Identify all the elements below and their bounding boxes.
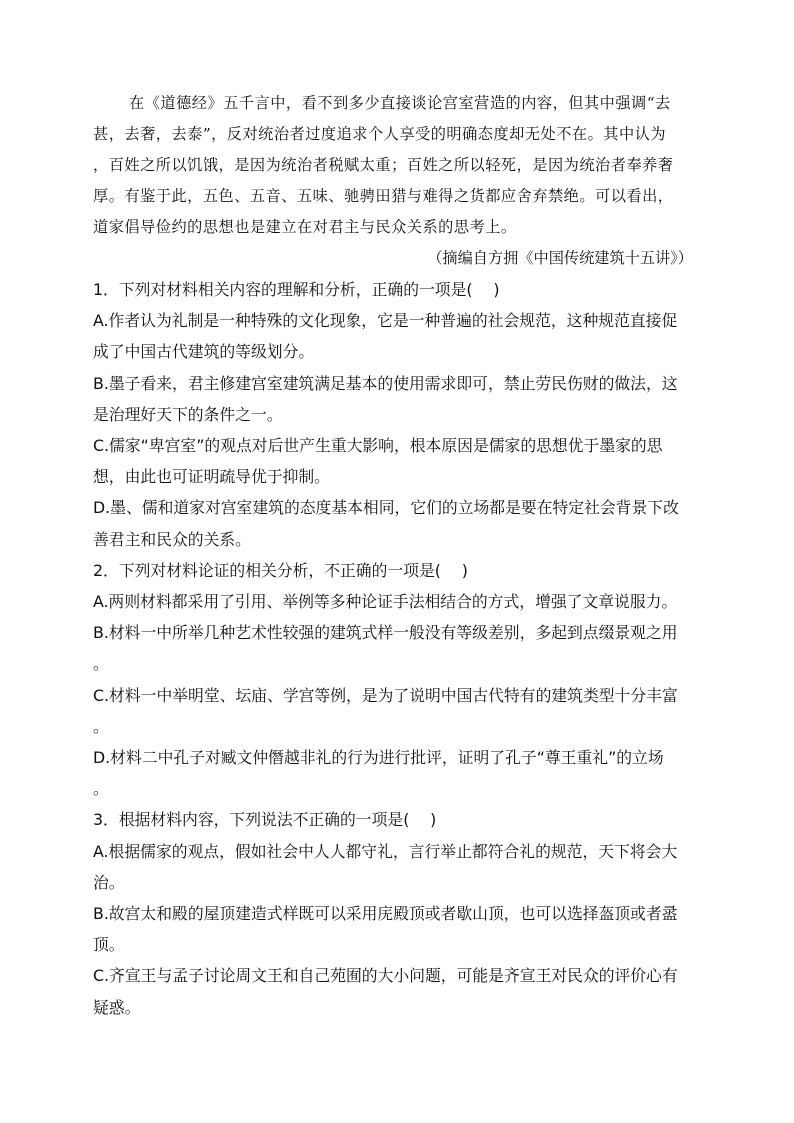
option-line: 想，由此也可证明疏导优于抑制。 [93,467,330,487]
option-line: B.故宫太和殿的屋顶建造式样既可以采用庑殿顶或者歇山顶，也可以选择盔顶或者盝 [93,904,678,924]
option-line: D.材料二中孔子对臧文仲僭越非礼的行为进行批评，证明了孔子“尊王重礼”的立场 [93,748,664,768]
option-line: B.墨子看来，君主修建宫室建筑满足基本的使用需求即可，禁止劳民伤财的做法，这 [93,373,678,393]
passage-line: 甚，去奢，去泰”，反对统治者过度追求个人享受的明确态度却无处不在。其中认为 [93,125,667,143]
question-1 [93,274,693,555]
option-c [93,680,693,742]
option-line: D.墨、儒和道家对宫室建筑的态度基本相同，它们的立场都是要在特定社会背景下改 [93,498,679,518]
document-page [93,88,693,1023]
option-line: 顶。 [93,935,125,955]
option-line: A.作者认为礼制是一种特殊的文化现象，它是一种普遍的社会规范，这种规范直接促 [93,311,678,331]
question-2 [93,555,693,805]
option-line: B.材料一中所举几种艺术性较强的建筑式样一般没有等级差别，多起到点缀景观之用 [93,623,678,643]
passage-line: 厚。有鉴于此，五色、五音、五味、驰骋田猎与难得之货都应舍弃禁绝。可以看出， [93,187,674,205]
passage-line: 在《道德经》五千言中，看不到多少直接谈论宫室营造的内容，但其中强调“去 [129,94,671,112]
option-line: 成了中国古代建筑的等级划分。 [93,342,315,362]
option-line: 治。 [93,872,125,892]
question-stem: 1．下列对材料相关内容的理解和分析，正确的一项是( ) [93,280,500,299]
question-3 [93,804,693,1022]
option-c [93,960,693,1022]
option-line: 是治理好天下的条件之一。 [93,404,283,424]
question-stem: 3．根据材料内容，下列说法不正确的一项是( ) [93,810,437,830]
passage-line: ，百姓之所以饥饿，是因为统治者税赋太重；百姓之所以轻死，是因为统治者奉养奢 [93,156,674,174]
option-line: C.材料一中举明堂、坛庙、学宫等例，是为了说明中国古代特有的建筑类型十分丰富 [93,685,678,705]
question-stem: 2．下列对材料论证的相关分析，不正确的一项是( ) [93,560,468,580]
option-line: C.齐宣王与孟子讨论周文王和自己苑囿的大小问题，可能是齐宣王对民众的评价心有 [93,966,678,986]
question-list [93,274,693,1023]
option-d [93,742,693,804]
option-line: 。 [93,716,109,736]
option-a [93,586,693,617]
option-b [93,617,693,679]
option-b [93,898,693,960]
option-line: 。 [93,779,109,799]
passage [93,88,693,243]
source-citation: （摘编自方拥《中国传统建筑十五讲》） [427,249,693,267]
option-line: A.根据儒家的观点，假如社会中人人都守礼，言行举止都符合礼的规范，天下将会大 [93,841,678,861]
option-line: 善君主和民众的关系。 [93,529,251,549]
passage-line: 道家倡导俭约的思想也是建立在对君主与民众关系的思考上。 [93,218,517,236]
option-line: A.两则材料都采用了引用、举例等多种论证手法相结合的方式，增强了文章说服力。 [93,592,678,612]
option-line: 。 [93,654,109,674]
option-line: 疑惑。 [93,997,141,1017]
option-line: C.儒家“卑宫室”的观点对后世产生重大影响，根本原因是儒家的思想优于墨家的思 [93,436,663,456]
option-a [93,836,693,898]
option-a [93,305,693,367]
option-b [93,368,693,430]
option-c [93,430,693,492]
option-d [93,492,693,554]
